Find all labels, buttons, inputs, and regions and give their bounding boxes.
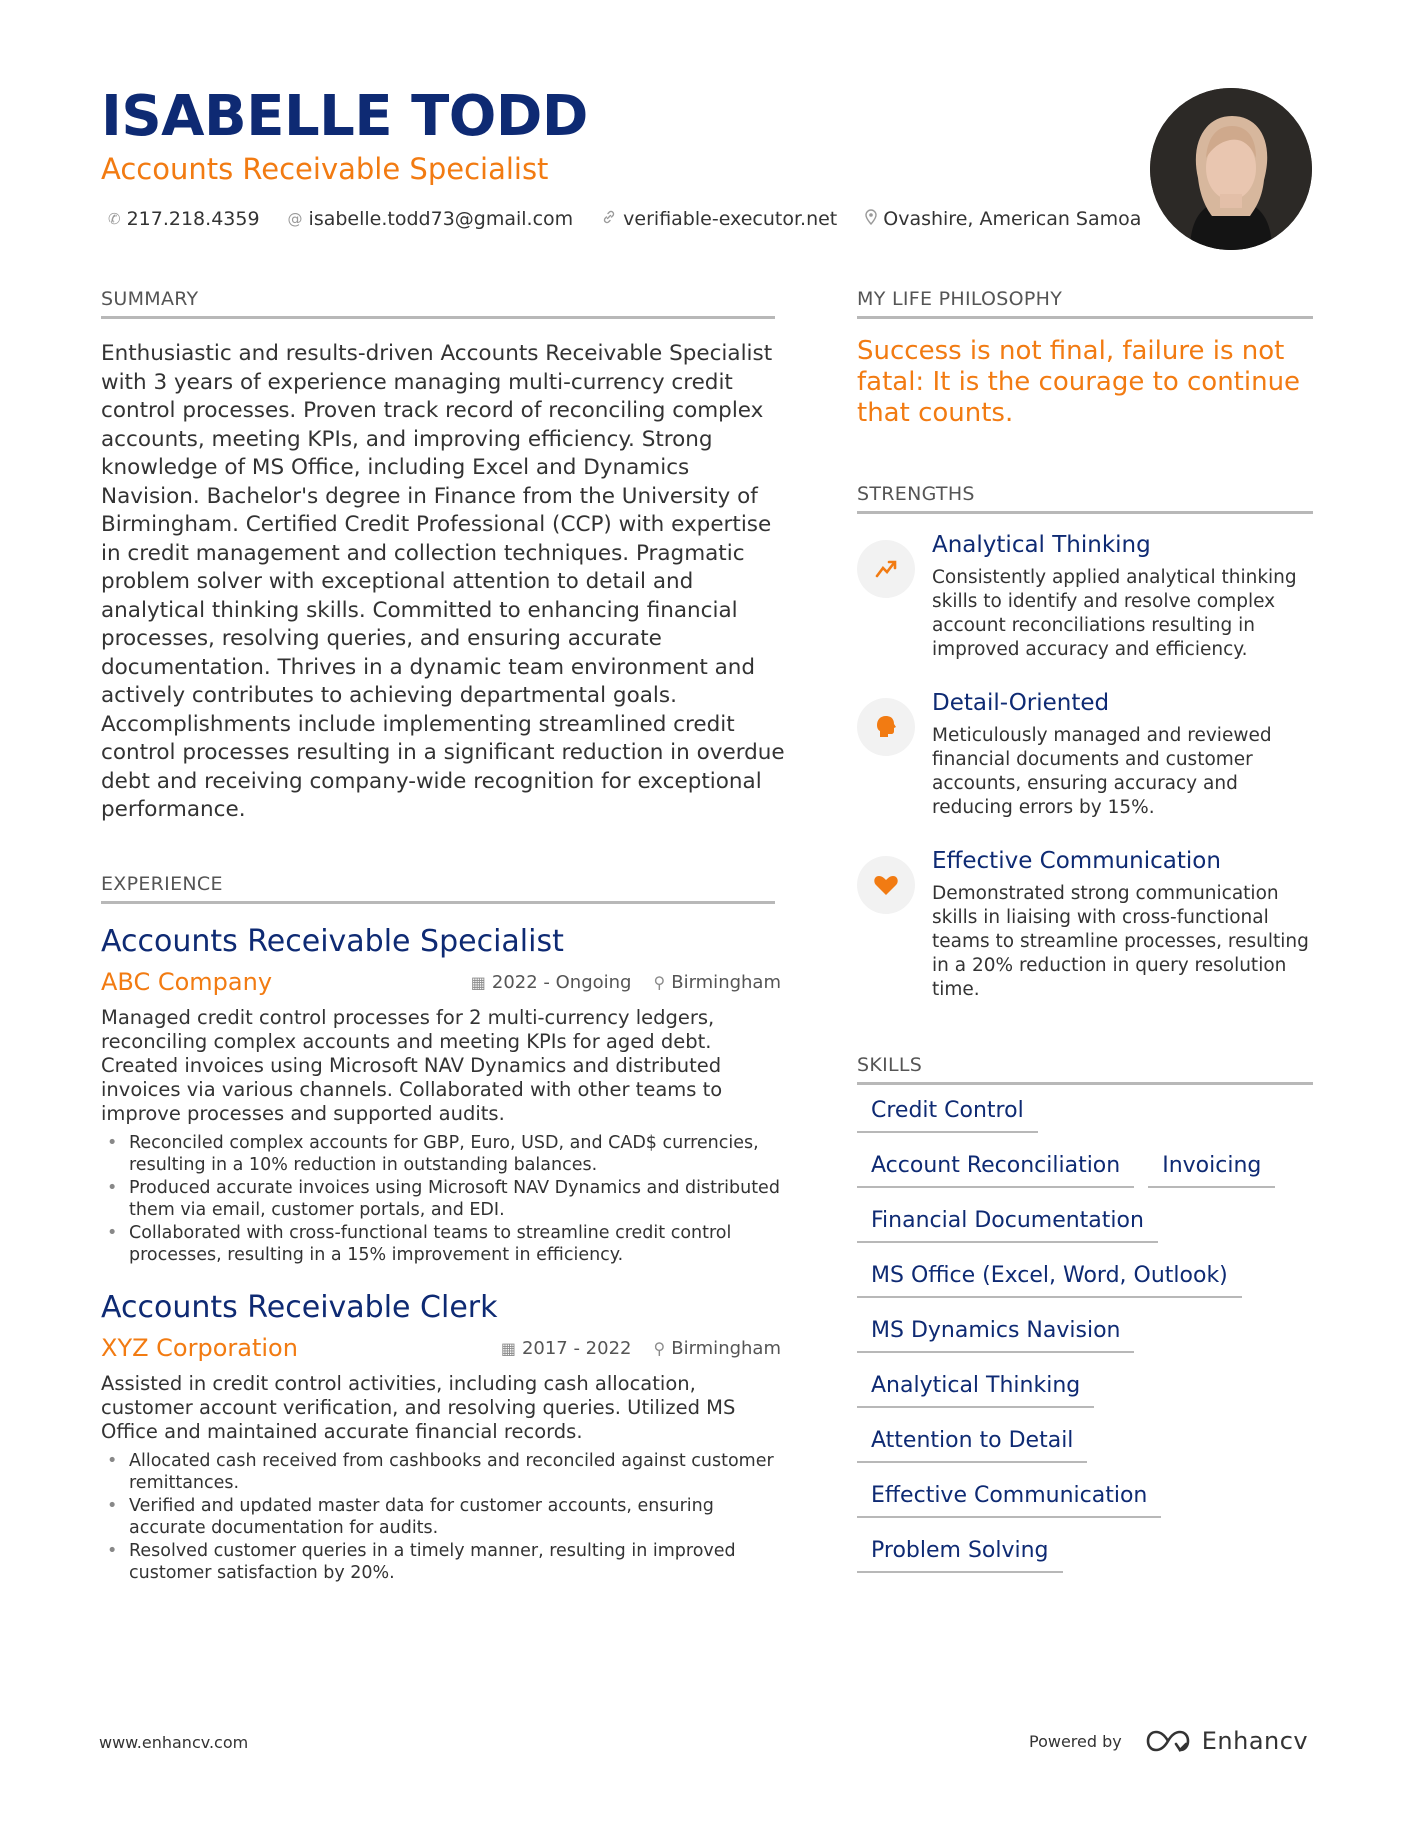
job-entry	[101, 1290, 781, 1585]
map-pin-icon: ⚲	[653, 972, 666, 992]
job-bullet: • Reconciled complex accounts for GBP, Euro, USD, and CAD$ currencies, resulting in a 10% reduction in outstanding balances.	[101, 1132, 781, 1176]
skill-tag: Effective Communication	[857, 1483, 1161, 1518]
job-dates	[471, 972, 632, 993]
strength-text: Demonstrated strong communication skills in liaising with cross-functional teams to streamline processes, resulting in a 20% reduction in query resolution time.	[932, 882, 1309, 1000]
company-name: ABC Company	[101, 968, 273, 996]
brand-text: Enhancv	[1201, 1727, 1309, 1755]
job-bullets	[101, 1450, 781, 1584]
job-dates-text: 2017 - 2022	[521, 1337, 632, 1359]
phone-text: 217.218.4359	[126, 208, 260, 230]
job-location	[654, 1338, 782, 1359]
job-description: Assisted in credit control activities, including cash allocation, customer account verification, and resolving queries. Utilized MS Office and maintained accurate financial records.	[101, 1372, 736, 1443]
job-entry	[101, 924, 781, 1267]
job-bullet: • Verified and updated master data for customer accounts, ensuring accurate documentation for audits.	[101, 1495, 781, 1539]
job-bullet: • Resolved customer queries in a timely manner, resulting in improved customer satisfaction by 20%.	[101, 1540, 781, 1584]
job-location-text: Birmingham	[671, 1337, 781, 1359]
skill-tag: Attention to Detail	[857, 1428, 1087, 1463]
skill-tag: Financial Documentation	[857, 1208, 1158, 1243]
powered-by-text: Powered by	[1029, 1731, 1122, 1751]
skill-tag: MS Dynamics Navision	[857, 1318, 1134, 1353]
profile-photo	[1150, 88, 1312, 250]
strength-item	[857, 848, 1317, 1002]
experience-heading: EXPERIENCE	[101, 873, 775, 904]
skill-tag: MS Office (Excel, Word, Outlook)	[857, 1263, 1242, 1298]
enhancv-logo-icon	[1146, 1729, 1192, 1753]
footer-site-link[interactable]: www.enhancv.com	[99, 1733, 249, 1752]
at-icon: @	[287, 210, 303, 228]
email-text: isabelle.todd73@gmail.com	[308, 208, 574, 230]
philosophy-quote: Success is not final, failure is not fatal: It is the courage to continue that counts.	[857, 336, 1301, 428]
footer-branding	[1029, 1727, 1308, 1755]
candidate-title: Accounts Receivable Specialist	[101, 152, 549, 186]
contact-bar	[108, 208, 1141, 230]
candidate-name: ISABELLE TODD	[101, 84, 588, 149]
skills-list	[857, 1098, 1317, 1593]
strength-title: Effective Communication	[932, 848, 1221, 874]
strength-title: Detail-Oriented	[932, 690, 1110, 716]
company-name: XYZ Corporation	[101, 1334, 298, 1362]
contact-website[interactable]	[601, 208, 837, 230]
job-dates	[501, 1338, 632, 1359]
strength-text: Meticulously managed and reviewed financial documents and customer accounts, ensuring accuracy and reducing errors by 15%.	[932, 724, 1272, 818]
job-location-text: Birmingham	[671, 971, 781, 993]
job-title: Accounts Receivable Specialist	[101, 924, 564, 959]
calendar-icon: ▦	[470, 972, 486, 992]
map-pin-icon	[865, 209, 877, 229]
website-text: verifiable-executor.net	[623, 208, 838, 230]
brain-icon	[857, 698, 915, 756]
contact-location	[865, 208, 1141, 230]
skills-heading: SKILLS	[857, 1054, 1313, 1085]
strength-text: Consistently applied analytical thinking skills to identify and resolve complex account reconciliations resulting in improved accuracy and efficiency.	[932, 566, 1297, 660]
job-bullet: • Allocated cash received from cashbooks and reconciled against customer remittances.	[101, 1450, 781, 1494]
strengths-heading: STRENGTHS	[857, 483, 1313, 514]
job-location	[654, 972, 782, 993]
enhancv-logo[interactable]	[1146, 1727, 1308, 1755]
skill-tag: Problem Solving	[857, 1538, 1063, 1573]
calendar-icon: ▦	[500, 1338, 516, 1358]
strength-item	[857, 690, 1317, 820]
summary-text: Enthusiastic and results-driven Accounts Receivable Specialist with 3 years of experience managing multi-currency credit control processes. Proven track record of reconciling complex accounts, meeting KPIs, and improving efficiency. Strong knowledge of MS Office, including Excel and Dynamics Navision. Bachelor's degree in Finance from the University of Birmingham. Certified Credit Professional (CCP) with expertise in credit management and collection techniques. Pragmatic problem solver with exceptional attention to detail and analytical thinking skills. Committed to enhancing financial processes, resolving queries, and ensuring accurate documentation. Thrives in a dynamic team environment and actively contributes to achieving departmental goals. Accomplishments include implementing streamlined credit control processes resulting in a significant reduction in overdue debt and receiving company-wide recognition for exceptional performance.	[101, 341, 785, 822]
strength-title: Analytical Thinking	[932, 532, 1151, 558]
job-bullets	[101, 1132, 781, 1266]
contact-email[interactable]	[288, 208, 574, 230]
skill-tag: Invoicing	[1148, 1153, 1275, 1188]
job-bullet: • Produced accurate invoices using Microsoft NAV Dynamics and distributed them via email, customer portals, and EDI.	[101, 1177, 781, 1221]
job-description: Managed credit control processes for 2 multi-currency ledgers, reconciling complex accounts and meeting KPIs for aged debt. Created invoices using Microsoft NAV Dynamics and distributed invoices via various channels. Collaborated with other teams to improve processes and supported audits.	[101, 1006, 723, 1125]
phone-icon: ✆	[108, 210, 121, 228]
skill-tag: Credit Control	[857, 1098, 1038, 1133]
job-dates-text: 2022 - Ongoing	[491, 971, 632, 993]
strength-item	[857, 532, 1317, 662]
skill-tag: Account Reconciliation	[857, 1153, 1134, 1188]
job-title: Accounts Receivable Clerk	[101, 1290, 498, 1325]
map-pin-icon: ⚲	[653, 1338, 666, 1358]
location-text: Ovashire, American Samoa	[883, 208, 1142, 230]
heart-icon	[857, 856, 915, 914]
skill-tag: Analytical Thinking	[857, 1373, 1094, 1408]
summary-heading: SUMMARY	[101, 288, 775, 319]
philosophy-heading: MY LIFE PHILOSOPHY	[857, 288, 1313, 319]
analytics-icon	[857, 540, 915, 598]
job-bullet: • Collaborated with cross-functional teams to streamline credit control processes, resulting in a 15% improvement in efficiency.	[101, 1222, 781, 1266]
link-icon	[601, 209, 617, 229]
contact-phone[interactable]	[108, 208, 260, 230]
